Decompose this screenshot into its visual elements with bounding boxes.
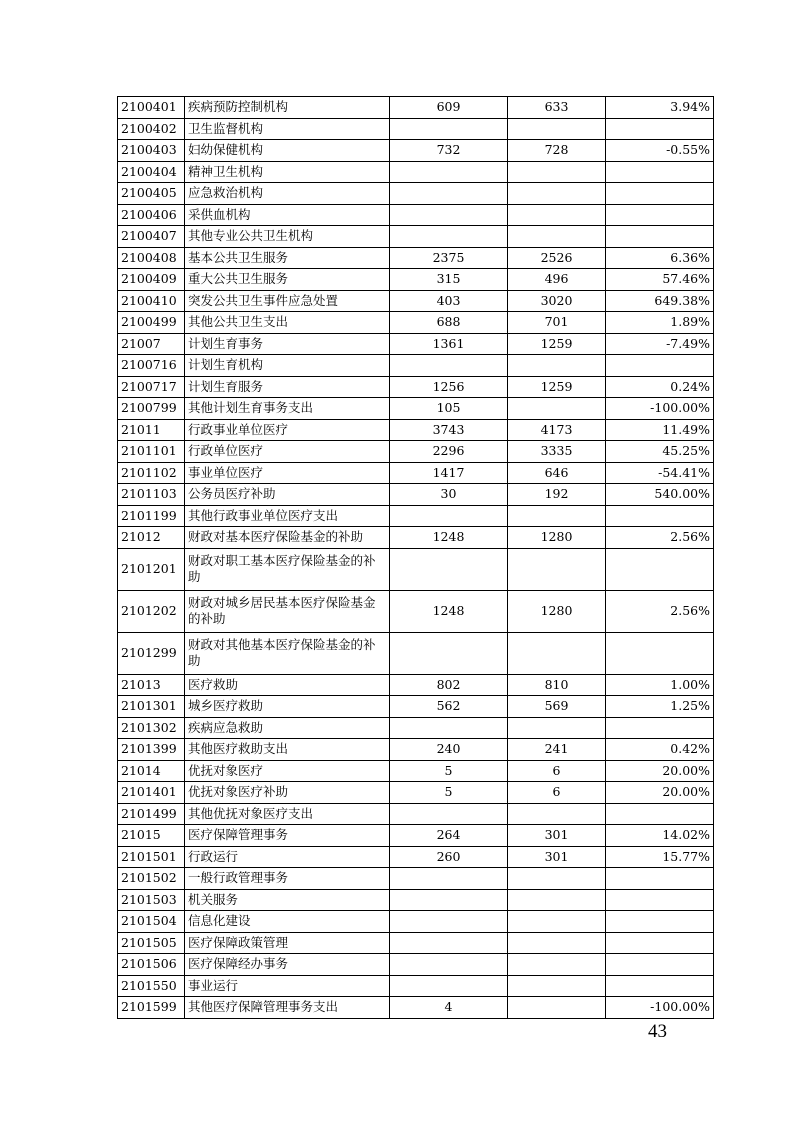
row-change-percent-cell: 6.36% <box>606 247 714 269</box>
row-code-cell: 2101505 <box>118 932 185 954</box>
row-name-cell: 财政对职工基本医疗保险基金的补助 <box>185 548 390 590</box>
row-value-2-cell <box>508 548 606 590</box>
row-change-percent-cell: 20.00% <box>606 760 714 782</box>
row-name-cell: 疾病预防控制机构 <box>185 97 390 119</box>
row-value-1-cell: 732 <box>390 140 508 162</box>
row-value-2-cell: 241 <box>508 739 606 761</box>
row-change-percent-cell: 45.25% <box>606 441 714 463</box>
row-change-percent-cell <box>606 932 714 954</box>
row-change-percent-cell <box>606 548 714 590</box>
row-change-percent-cell <box>606 803 714 825</box>
row-name-cell: 其他医疗保障管理事务支出 <box>185 997 390 1019</box>
row-code-cell: 2101301 <box>118 696 185 718</box>
row-value-1-cell <box>390 548 508 590</box>
budget-table-body <box>118 97 714 1019</box>
row-value-1-cell: 403 <box>390 290 508 312</box>
row-code-cell: 2101550 <box>118 975 185 997</box>
row-value-2-cell: 2526 <box>508 247 606 269</box>
row-value-2-cell: 701 <box>508 312 606 334</box>
table-row <box>118 355 714 377</box>
table-row <box>118 997 714 1019</box>
row-code-cell: 2101201 <box>118 548 185 590</box>
row-value-1-cell <box>390 632 508 674</box>
row-value-1-cell: 802 <box>390 674 508 696</box>
row-value-1-cell: 2296 <box>390 441 508 463</box>
row-name-cell: 其他公共卫生支出 <box>185 312 390 334</box>
row-change-percent-cell <box>606 889 714 911</box>
row-value-1-cell: 1361 <box>390 333 508 355</box>
row-value-1-cell <box>390 975 508 997</box>
row-code-cell: 2100410 <box>118 290 185 312</box>
row-name-cell: 公务员医疗补助 <box>185 484 390 506</box>
row-change-percent-cell <box>606 204 714 226</box>
row-name-cell: 城乡医疗救助 <box>185 696 390 718</box>
row-code-cell: 2101499 <box>118 803 185 825</box>
row-value-1-cell: 562 <box>390 696 508 718</box>
row-value-2-cell <box>508 398 606 420</box>
row-code-cell: 2101599 <box>118 997 185 1019</box>
row-code-cell: 21014 <box>118 760 185 782</box>
row-value-2-cell <box>508 226 606 248</box>
row-value-2-cell: 301 <box>508 825 606 847</box>
row-code-cell: 2100402 <box>118 118 185 140</box>
row-change-percent-cell <box>606 505 714 527</box>
row-value-2-cell: 6 <box>508 782 606 804</box>
table-row <box>118 760 714 782</box>
table-row <box>118 889 714 911</box>
row-change-percent-cell: 1.25% <box>606 696 714 718</box>
row-value-2-cell <box>508 911 606 933</box>
row-name-cell: 机关服务 <box>185 889 390 911</box>
row-value-1-cell: 1417 <box>390 462 508 484</box>
row-value-2-cell <box>508 889 606 911</box>
table-row <box>118 782 714 804</box>
row-code-cell: 21015 <box>118 825 185 847</box>
row-value-2-cell: 810 <box>508 674 606 696</box>
row-value-1-cell: 5 <box>390 760 508 782</box>
row-change-percent-cell <box>606 632 714 674</box>
row-code-cell: 2100799 <box>118 398 185 420</box>
row-code-cell: 21011 <box>118 419 185 441</box>
row-name-cell: 疾病应急救助 <box>185 717 390 739</box>
table-row <box>118 911 714 933</box>
table-row <box>118 632 714 674</box>
table-row <box>118 290 714 312</box>
page-number: 43 <box>648 1021 667 1042</box>
row-value-2-cell <box>508 183 606 205</box>
row-value-2-cell <box>508 954 606 976</box>
row-value-1-cell: 5 <box>390 782 508 804</box>
row-name-cell: 信息化建设 <box>185 911 390 933</box>
row-change-percent-cell: 1.00% <box>606 674 714 696</box>
row-name-cell: 行政事业单位医疗 <box>185 419 390 441</box>
table-row <box>118 204 714 226</box>
row-value-2-cell: 301 <box>508 846 606 868</box>
row-value-2-cell: 6 <box>508 760 606 782</box>
row-value-1-cell: 105 <box>390 398 508 420</box>
row-name-cell: 应急救治机构 <box>185 183 390 205</box>
table-row <box>118 484 714 506</box>
row-value-1-cell: 264 <box>390 825 508 847</box>
row-code-cell: 2100401 <box>118 97 185 119</box>
row-name-cell: 优抚对象医疗补助 <box>185 782 390 804</box>
budget-table <box>117 96 714 1019</box>
row-value-2-cell: 728 <box>508 140 606 162</box>
row-value-2-cell <box>508 161 606 183</box>
row-value-2-cell: 569 <box>508 696 606 718</box>
row-value-1-cell: 30 <box>390 484 508 506</box>
row-name-cell: 事业运行 <box>185 975 390 997</box>
table-row <box>118 333 714 355</box>
row-value-2-cell <box>508 355 606 377</box>
row-name-cell: 一般行政管理事务 <box>185 868 390 890</box>
row-code-cell: 2101399 <box>118 739 185 761</box>
table-row <box>118 140 714 162</box>
row-code-cell: 2101401 <box>118 782 185 804</box>
table-row <box>118 868 714 890</box>
row-change-percent-cell: 20.00% <box>606 782 714 804</box>
row-value-1-cell <box>390 355 508 377</box>
table-row <box>118 226 714 248</box>
row-name-cell: 优抚对象医疗 <box>185 760 390 782</box>
row-value-1-cell <box>390 868 508 890</box>
row-value-2-cell <box>508 118 606 140</box>
table-row <box>118 97 714 119</box>
row-name-cell: 基本公共卫生服务 <box>185 247 390 269</box>
row-value-1-cell: 688 <box>390 312 508 334</box>
row-code-cell: 2100409 <box>118 269 185 291</box>
row-value-2-cell: 633 <box>508 97 606 119</box>
row-value-2-cell: 1259 <box>508 376 606 398</box>
row-change-percent-cell: -7.49% <box>606 333 714 355</box>
row-value-1-cell <box>390 717 508 739</box>
row-value-2-cell: 4173 <box>508 419 606 441</box>
row-code-cell: 2100405 <box>118 183 185 205</box>
row-change-percent-cell: 2.56% <box>606 527 714 549</box>
row-name-cell: 其他优抚对象医疗支出 <box>185 803 390 825</box>
table-row <box>118 717 714 739</box>
row-value-1-cell: 1256 <box>390 376 508 398</box>
row-value-2-cell <box>508 204 606 226</box>
row-change-percent-cell <box>606 161 714 183</box>
row-code-cell: 2100716 <box>118 355 185 377</box>
row-code-cell: 2101202 <box>118 590 185 632</box>
row-change-percent-cell: 57.46% <box>606 269 714 291</box>
row-name-cell: 精神卫生机构 <box>185 161 390 183</box>
row-value-1-cell: 260 <box>390 846 508 868</box>
table-row <box>118 247 714 269</box>
table-row <box>118 954 714 976</box>
table-row <box>118 825 714 847</box>
row-value-2-cell: 1280 <box>508 590 606 632</box>
row-value-1-cell: 3743 <box>390 419 508 441</box>
row-value-2-cell: 1259 <box>508 333 606 355</box>
row-change-percent-cell <box>606 183 714 205</box>
table-row <box>118 739 714 761</box>
row-name-cell: 妇幼保健机构 <box>185 140 390 162</box>
row-name-cell: 计划生育机构 <box>185 355 390 377</box>
row-name-cell: 重大公共卫生服务 <box>185 269 390 291</box>
row-code-cell: 21013 <box>118 674 185 696</box>
table-row <box>118 376 714 398</box>
row-code-cell: 2101502 <box>118 868 185 890</box>
row-name-cell: 事业单位医疗 <box>185 462 390 484</box>
row-value-1-cell: 240 <box>390 739 508 761</box>
row-value-1-cell <box>390 118 508 140</box>
table-row <box>118 183 714 205</box>
row-code-cell: 2101504 <box>118 911 185 933</box>
row-name-cell: 财政对基本医疗保险基金的补助 <box>185 527 390 549</box>
row-change-percent-cell: 0.24% <box>606 376 714 398</box>
row-code-cell: 2100403 <box>118 140 185 162</box>
row-value-2-cell: 192 <box>508 484 606 506</box>
row-value-1-cell <box>390 932 508 954</box>
row-name-cell: 行政运行 <box>185 846 390 868</box>
row-change-percent-cell: 3.94% <box>606 97 714 119</box>
row-name-cell: 计划生育事务 <box>185 333 390 355</box>
row-code-cell: 2100408 <box>118 247 185 269</box>
row-name-cell: 医疗保障管理事务 <box>185 825 390 847</box>
table-row <box>118 505 714 527</box>
row-value-1-cell <box>390 505 508 527</box>
row-change-percent-cell <box>606 868 714 890</box>
row-name-cell: 其他医疗救助支出 <box>185 739 390 761</box>
row-value-1-cell <box>390 226 508 248</box>
table-row <box>118 803 714 825</box>
row-name-cell: 其他专业公共卫生机构 <box>185 226 390 248</box>
table-row <box>118 674 714 696</box>
table-row <box>118 419 714 441</box>
row-code-cell: 2100407 <box>118 226 185 248</box>
row-change-percent-cell: -0.55% <box>606 140 714 162</box>
table-row <box>118 590 714 632</box>
row-value-2-cell <box>508 632 606 674</box>
row-name-cell: 医疗保障政策管理 <box>185 932 390 954</box>
row-name-cell: 财政对城乡居民基本医疗保险基金的补助 <box>185 590 390 632</box>
row-value-1-cell: 1248 <box>390 527 508 549</box>
table-row <box>118 161 714 183</box>
row-change-percent-cell <box>606 355 714 377</box>
row-code-cell: 2100406 <box>118 204 185 226</box>
row-name-cell: 其他计划生育事务支出 <box>185 398 390 420</box>
row-value-2-cell: 3020 <box>508 290 606 312</box>
row-code-cell: 2101302 <box>118 717 185 739</box>
row-change-percent-cell: -100.00% <box>606 997 714 1019</box>
row-value-1-cell <box>390 204 508 226</box>
row-change-percent-cell <box>606 975 714 997</box>
row-code-cell: 2100499 <box>118 312 185 334</box>
row-name-cell: 行政单位医疗 <box>185 441 390 463</box>
row-change-percent-cell: 2.56% <box>606 590 714 632</box>
row-value-1-cell: 2375 <box>390 247 508 269</box>
row-value-1-cell: 4 <box>390 997 508 1019</box>
row-name-cell: 突发公共卫生事件应急处置 <box>185 290 390 312</box>
row-code-cell: 2101103 <box>118 484 185 506</box>
row-code-cell: 21007 <box>118 333 185 355</box>
row-code-cell: 2101506 <box>118 954 185 976</box>
row-change-percent-cell: 649.38% <box>606 290 714 312</box>
row-value-1-cell <box>390 161 508 183</box>
row-change-percent-cell: -100.00% <box>606 398 714 420</box>
row-value-2-cell: 496 <box>508 269 606 291</box>
row-name-cell: 财政对其他基本医疗保险基金的补助 <box>185 632 390 674</box>
row-value-1-cell <box>390 803 508 825</box>
row-value-2-cell: 3335 <box>508 441 606 463</box>
row-value-1-cell <box>390 954 508 976</box>
row-value-1-cell: 609 <box>390 97 508 119</box>
row-change-percent-cell: 540.00% <box>606 484 714 506</box>
row-value-1-cell <box>390 911 508 933</box>
table-row <box>118 118 714 140</box>
row-change-percent-cell <box>606 954 714 976</box>
row-value-2-cell <box>508 997 606 1019</box>
table-row <box>118 398 714 420</box>
row-code-cell: 2101199 <box>118 505 185 527</box>
row-value-2-cell <box>508 505 606 527</box>
row-change-percent-cell: 15.77% <box>606 846 714 868</box>
row-change-percent-cell: 14.02% <box>606 825 714 847</box>
row-code-cell: 2101503 <box>118 889 185 911</box>
table-row <box>118 441 714 463</box>
row-name-cell: 医疗保障经办事务 <box>185 954 390 976</box>
table-row <box>118 462 714 484</box>
table-row <box>118 932 714 954</box>
row-code-cell: 2101299 <box>118 632 185 674</box>
row-name-cell: 医疗救助 <box>185 674 390 696</box>
row-value-2-cell: 646 <box>508 462 606 484</box>
row-value-2-cell <box>508 717 606 739</box>
row-name-cell: 其他行政事业单位医疗支出 <box>185 505 390 527</box>
row-name-cell: 采供血机构 <box>185 204 390 226</box>
row-change-percent-cell: 1.89% <box>606 312 714 334</box>
row-code-cell: 2101102 <box>118 462 185 484</box>
row-code-cell: 2100717 <box>118 376 185 398</box>
row-change-percent-cell: -54.41% <box>606 462 714 484</box>
row-name-cell: 卫生监督机构 <box>185 118 390 140</box>
row-value-2-cell <box>508 868 606 890</box>
row-change-percent-cell <box>606 226 714 248</box>
row-change-percent-cell <box>606 911 714 933</box>
table-row <box>118 527 714 549</box>
row-value-1-cell <box>390 183 508 205</box>
row-change-percent-cell: 11.49% <box>606 419 714 441</box>
table-row <box>118 312 714 334</box>
table-row <box>118 269 714 291</box>
row-name-cell: 计划生育服务 <box>185 376 390 398</box>
row-value-2-cell <box>508 932 606 954</box>
table-row <box>118 975 714 997</box>
table-row <box>118 846 714 868</box>
row-code-cell: 21012 <box>118 527 185 549</box>
row-change-percent-cell <box>606 717 714 739</box>
row-code-cell: 2100404 <box>118 161 185 183</box>
row-code-cell: 2101501 <box>118 846 185 868</box>
table-row <box>118 548 714 590</box>
row-value-1-cell <box>390 889 508 911</box>
row-value-2-cell <box>508 803 606 825</box>
row-value-1-cell: 1248 <box>390 590 508 632</box>
row-change-percent-cell: 0.42% <box>606 739 714 761</box>
row-value-2-cell <box>508 975 606 997</box>
row-code-cell: 2101101 <box>118 441 185 463</box>
row-value-1-cell: 315 <box>390 269 508 291</box>
table-row <box>118 696 714 718</box>
row-value-2-cell: 1280 <box>508 527 606 549</box>
row-change-percent-cell <box>606 118 714 140</box>
